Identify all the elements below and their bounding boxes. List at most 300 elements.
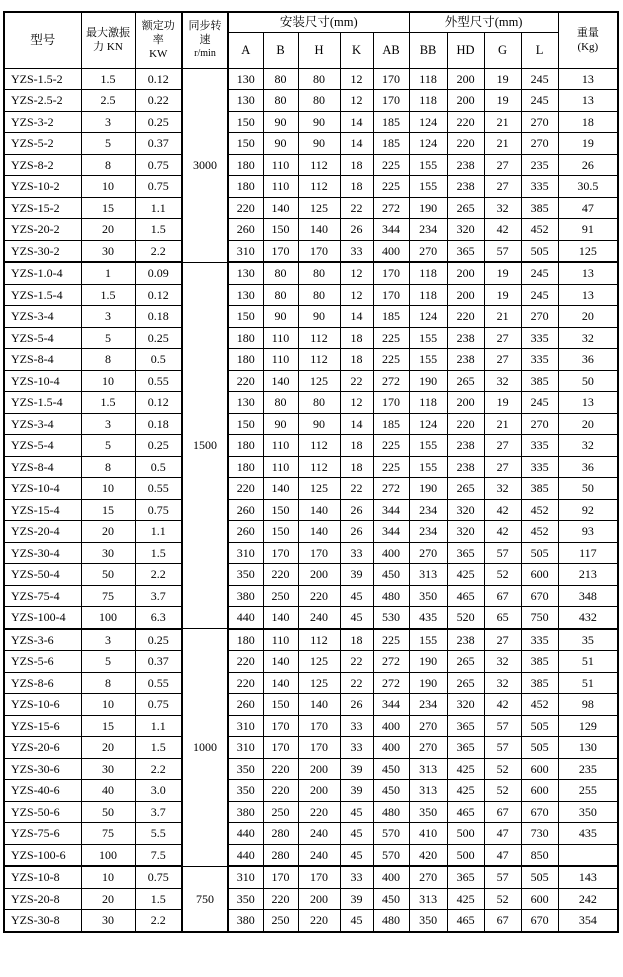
cell-h: 125 — [298, 370, 340, 392]
cell-h: 140 — [298, 219, 340, 241]
cell-l: 245 — [521, 284, 558, 306]
cell-l: 245 — [521, 90, 558, 112]
cell-weight: 125 — [558, 240, 618, 262]
cell-a: 130 — [228, 68, 263, 90]
cell-a: 180 — [228, 176, 263, 198]
table-row — [4, 629, 618, 651]
table-row — [4, 197, 618, 219]
cell-b: 110 — [263, 154, 298, 176]
cell-hd: 500 — [447, 823, 484, 845]
cell-ab: 225 — [373, 176, 409, 198]
cell-max-force: 10 — [81, 866, 135, 888]
cell-g: 67 — [484, 801, 521, 823]
cell-weight: 117 — [558, 542, 618, 564]
table-row — [4, 240, 618, 262]
cell-weight: 13 — [558, 284, 618, 306]
cell-hd: 500 — [447, 844, 484, 866]
cell-power: 0.25 — [135, 111, 182, 133]
cell-bb: 124 — [409, 133, 447, 155]
cell-l: 270 — [521, 413, 558, 435]
cell-k: 18 — [340, 456, 373, 478]
cell-k: 45 — [340, 844, 373, 866]
cell-hd: 265 — [447, 672, 484, 694]
cell-max-force: 3 — [81, 413, 135, 435]
table-row — [4, 154, 618, 176]
cell-b: 250 — [263, 585, 298, 607]
cell-power: 0.5 — [135, 456, 182, 478]
cell-b: 80 — [263, 262, 298, 284]
cell-power: 5.5 — [135, 823, 182, 845]
cell-g: 21 — [484, 306, 521, 328]
table-row — [4, 413, 618, 435]
cell-weight: 432 — [558, 607, 618, 629]
table-row — [4, 672, 618, 694]
cell-weight: 13 — [558, 262, 618, 284]
cell-model: YZS-1.5-4 — [4, 392, 81, 414]
cell-h: 240 — [298, 823, 340, 845]
cell-l: 600 — [521, 780, 558, 802]
cell-g: 27 — [484, 176, 521, 198]
cell-l: 600 — [521, 758, 558, 780]
cell-max-force: 10 — [81, 176, 135, 198]
cell-power: 2.2 — [135, 240, 182, 262]
cell-g: 67 — [484, 910, 521, 932]
cell-bb: 155 — [409, 349, 447, 371]
cell-a: 260 — [228, 219, 263, 241]
cell-l: 452 — [521, 499, 558, 521]
header-speed-line3: r/min — [194, 48, 216, 60]
cell-weight: 19 — [558, 133, 618, 155]
table-row — [4, 888, 618, 910]
cell-h: 170 — [298, 240, 340, 262]
cell-max-force: 30 — [81, 910, 135, 932]
cell-hd: 320 — [447, 499, 484, 521]
table-row — [4, 219, 618, 241]
cell-ab: 272 — [373, 197, 409, 219]
cell-l: 335 — [521, 349, 558, 371]
cell-k: 39 — [340, 780, 373, 802]
cell-weight: 36 — [558, 349, 618, 371]
cell-k: 12 — [340, 90, 373, 112]
cell-a: 380 — [228, 910, 263, 932]
cell-a: 260 — [228, 499, 263, 521]
cell-max-force: 5 — [81, 435, 135, 457]
cell-k: 26 — [340, 219, 373, 241]
cell-g: 27 — [484, 349, 521, 371]
cell-h: 80 — [298, 90, 340, 112]
cell-ab: 480 — [373, 910, 409, 932]
cell-k: 14 — [340, 306, 373, 328]
cell-max-force: 100 — [81, 607, 135, 629]
cell-l: 385 — [521, 370, 558, 392]
cell-model: YZS-8-4 — [4, 456, 81, 478]
cell-ab: 450 — [373, 780, 409, 802]
header-outline-dims — [409, 12, 558, 32]
cell-ab: 170 — [373, 262, 409, 284]
cell-a: 220 — [228, 197, 263, 219]
cell-max-force: 10 — [81, 478, 135, 500]
cell-a: 350 — [228, 758, 263, 780]
cell-weight: 213 — [558, 564, 618, 586]
cell-b: 140 — [263, 478, 298, 500]
cell-l: 670 — [521, 585, 558, 607]
cell-weight: 129 — [558, 715, 618, 737]
cell-hd: 425 — [447, 888, 484, 910]
cell-ab: 185 — [373, 133, 409, 155]
cell-k: 14 — [340, 133, 373, 155]
cell-hd: 320 — [447, 219, 484, 241]
cell-hd: 365 — [447, 737, 484, 759]
header-col-g: G — [484, 32, 521, 68]
cell-weight: 93 — [558, 521, 618, 543]
cell-model: YZS-30-8 — [4, 910, 81, 932]
cell-power: 0.12 — [135, 392, 182, 414]
cell-bb: 313 — [409, 780, 447, 802]
cell-l: 600 — [521, 564, 558, 586]
cell-l: 335 — [521, 435, 558, 457]
cell-b: 110 — [263, 629, 298, 651]
table-row — [4, 542, 618, 564]
cell-h: 200 — [298, 780, 340, 802]
cell-bb: 190 — [409, 672, 447, 694]
cell-model: YZS-5-2 — [4, 133, 81, 155]
cell-l: 235 — [521, 154, 558, 176]
cell-l: 505 — [521, 866, 558, 888]
header-weight — [558, 12, 618, 68]
cell-l: 245 — [521, 68, 558, 90]
cell-bb: 270 — [409, 240, 447, 262]
cell-l: 750 — [521, 607, 558, 629]
cell-hd: 425 — [447, 564, 484, 586]
cell-ab: 344 — [373, 219, 409, 241]
cell-power: 0.5 — [135, 349, 182, 371]
cell-weight: 36 — [558, 456, 618, 478]
cell-k: 45 — [340, 823, 373, 845]
cell-hd: 320 — [447, 521, 484, 543]
cell-power: 2.2 — [135, 758, 182, 780]
cell-hd: 238 — [447, 176, 484, 198]
cell-h: 240 — [298, 844, 340, 866]
cell-k: 45 — [340, 607, 373, 629]
cell-hd: 520 — [447, 607, 484, 629]
cell-weight: 18 — [558, 111, 618, 133]
cell-max-force: 50 — [81, 801, 135, 823]
table-row — [4, 499, 618, 521]
cell-ab: 400 — [373, 542, 409, 564]
cell-hd: 238 — [447, 435, 484, 457]
cell-h: 90 — [298, 111, 340, 133]
cell-a: 220 — [228, 478, 263, 500]
cell-k: 22 — [340, 197, 373, 219]
cell-max-force: 40 — [81, 780, 135, 802]
cell-max-force: 8 — [81, 154, 135, 176]
cell-model: YZS-10-8 — [4, 866, 81, 888]
cell-ab: 185 — [373, 111, 409, 133]
cell-hd: 220 — [447, 413, 484, 435]
header-power-line3: KW — [149, 48, 168, 61]
cell-a: 130 — [228, 392, 263, 414]
cell-a: 130 — [228, 262, 263, 284]
header-speed — [182, 12, 228, 68]
cell-power: 0.18 — [135, 413, 182, 435]
cell-g: 32 — [484, 478, 521, 500]
cell-hd: 265 — [447, 478, 484, 500]
cell-ab: 185 — [373, 413, 409, 435]
cell-hd: 220 — [447, 111, 484, 133]
cell-l: 850 — [521, 844, 558, 866]
cell-l: 385 — [521, 672, 558, 694]
cell-model: YZS-30-2 — [4, 240, 81, 262]
cell-b: 140 — [263, 370, 298, 392]
cell-k: 26 — [340, 499, 373, 521]
cell-k: 33 — [340, 542, 373, 564]
cell-weight: 35 — [558, 629, 618, 651]
cell-ab: 570 — [373, 844, 409, 866]
cell-max-force: 8 — [81, 672, 135, 694]
cell-h: 112 — [298, 456, 340, 478]
cell-power: 3.7 — [135, 801, 182, 823]
cell-k: 14 — [340, 111, 373, 133]
cell-h: 220 — [298, 585, 340, 607]
cell-hd: 238 — [447, 629, 484, 651]
cell-max-force: 50 — [81, 564, 135, 586]
cell-h: 112 — [298, 629, 340, 651]
cell-bb: 118 — [409, 68, 447, 90]
cell-max-force: 1.5 — [81, 284, 135, 306]
cell-h: 112 — [298, 154, 340, 176]
cell-g: 47 — [484, 844, 521, 866]
header-speed-line1: 同步转 — [188, 20, 222, 33]
cell-b: 80 — [263, 90, 298, 112]
cell-power: 1.1 — [135, 521, 182, 543]
cell-l: 270 — [521, 133, 558, 155]
cell-g: 52 — [484, 564, 521, 586]
cell-g: 65 — [484, 607, 521, 629]
cell-b: 280 — [263, 823, 298, 845]
cell-bb: 155 — [409, 456, 447, 478]
cell-g: 32 — [484, 672, 521, 694]
cell-a: 180 — [228, 327, 263, 349]
cell-h: 125 — [298, 478, 340, 500]
cell-l: 270 — [521, 306, 558, 328]
vibration-motor-spec-table — [3, 11, 619, 933]
table-row — [4, 284, 618, 306]
cell-h: 170 — [298, 866, 340, 888]
cell-max-force: 15 — [81, 499, 135, 521]
cell-g: 57 — [484, 542, 521, 564]
table-row — [4, 306, 618, 328]
table-row — [4, 780, 618, 802]
cell-a: 220 — [228, 370, 263, 392]
cell-a: 220 — [228, 672, 263, 694]
cell-ab: 344 — [373, 521, 409, 543]
cell-b: 170 — [263, 240, 298, 262]
cell-bb: 313 — [409, 888, 447, 910]
cell-k: 22 — [340, 478, 373, 500]
cell-a: 260 — [228, 521, 263, 543]
cell-hd: 265 — [447, 197, 484, 219]
cell-a: 310 — [228, 715, 263, 737]
cell-max-force: 15 — [81, 197, 135, 219]
cell-l: 385 — [521, 197, 558, 219]
cell-power: 0.37 — [135, 651, 182, 673]
cell-l: 670 — [521, 801, 558, 823]
cell-k: 33 — [340, 866, 373, 888]
table-row — [4, 90, 618, 112]
cell-weight: 235 — [558, 758, 618, 780]
cell-model: YZS-75-4 — [4, 585, 81, 607]
cell-bb: 190 — [409, 651, 447, 673]
cell-g: 57 — [484, 715, 521, 737]
table-row — [4, 758, 618, 780]
cell-bb: 270 — [409, 715, 447, 737]
cell-g: 19 — [484, 284, 521, 306]
cell-bb: 118 — [409, 90, 447, 112]
cell-model: YZS-10-4 — [4, 370, 81, 392]
cell-max-force: 5 — [81, 133, 135, 155]
cell-k: 12 — [340, 68, 373, 90]
cell-h: 80 — [298, 392, 340, 414]
cell-k: 45 — [340, 801, 373, 823]
cell-h: 220 — [298, 910, 340, 932]
cell-model: YZS-20-6 — [4, 737, 81, 759]
table-row — [4, 435, 618, 457]
cell-model: YZS-1.5-2 — [4, 68, 81, 90]
header-outline-dims-label: 外型尺寸(mm) — [444, 15, 523, 30]
cell-ab: 400 — [373, 737, 409, 759]
cell-weight: 50 — [558, 370, 618, 392]
cell-bb: 124 — [409, 413, 447, 435]
cell-l: 505 — [521, 715, 558, 737]
cell-power: 1.5 — [135, 737, 182, 759]
cell-ab: 344 — [373, 694, 409, 716]
cell-k: 12 — [340, 284, 373, 306]
cell-l: 452 — [521, 219, 558, 241]
header-power-line1: 额定功 — [141, 20, 175, 33]
cell-model: YZS-3-6 — [4, 629, 81, 651]
header-col-l: L — [521, 32, 558, 68]
cell-model: YZS-3-4 — [4, 306, 81, 328]
cell-a: 260 — [228, 694, 263, 716]
table-row — [4, 737, 618, 759]
header-power-line2: 率 — [152, 34, 164, 47]
cell-l: 245 — [521, 262, 558, 284]
cell-g: 57 — [484, 866, 521, 888]
header-max-force — [81, 12, 135, 68]
cell-model: YZS-50-6 — [4, 801, 81, 823]
table-row — [4, 585, 618, 607]
cell-b: 140 — [263, 197, 298, 219]
cell-weight: 13 — [558, 392, 618, 414]
cell-ab: 225 — [373, 629, 409, 651]
cell-bb: 234 — [409, 521, 447, 543]
cell-g: 19 — [484, 392, 521, 414]
cell-max-force: 1.5 — [81, 392, 135, 414]
cell-hd: 220 — [447, 306, 484, 328]
cell-b: 90 — [263, 306, 298, 328]
cell-a: 150 — [228, 133, 263, 155]
header-col-b: B — [263, 32, 298, 68]
cell-ab: 272 — [373, 651, 409, 673]
cell-power: 3.7 — [135, 585, 182, 607]
cell-g: 52 — [484, 888, 521, 910]
cell-power: 0.55 — [135, 370, 182, 392]
cell-k: 18 — [340, 435, 373, 457]
cell-model: YZS-50-4 — [4, 564, 81, 586]
cell-weight: 242 — [558, 888, 618, 910]
cell-model: YZS-5-6 — [4, 651, 81, 673]
cell-g: 32 — [484, 651, 521, 673]
cell-power: 0.18 — [135, 306, 182, 328]
table-row — [4, 327, 618, 349]
cell-l: 452 — [521, 694, 558, 716]
cell-ab: 450 — [373, 888, 409, 910]
cell-power: 0.25 — [135, 435, 182, 457]
table-row — [4, 715, 618, 737]
cell-hd: 425 — [447, 780, 484, 802]
cell-power: 3.0 — [135, 780, 182, 802]
cell-h: 140 — [298, 694, 340, 716]
table-row — [4, 607, 618, 629]
table-row — [4, 651, 618, 673]
cell-ab: 225 — [373, 456, 409, 478]
cell-b: 220 — [263, 780, 298, 802]
cell-max-force: 2.5 — [81, 90, 135, 112]
cell-h: 220 — [298, 801, 340, 823]
cell-h: 125 — [298, 651, 340, 673]
cell-a: 310 — [228, 866, 263, 888]
cell-max-force: 75 — [81, 585, 135, 607]
cell-ab: 450 — [373, 758, 409, 780]
cell-weight: 26 — [558, 154, 618, 176]
cell-max-force: 15 — [81, 715, 135, 737]
cell-hd: 238 — [447, 154, 484, 176]
cell-model: YZS-75-6 — [4, 823, 81, 845]
cell-h: 112 — [298, 327, 340, 349]
cell-model: YZS-8-6 — [4, 672, 81, 694]
cell-hd: 200 — [447, 392, 484, 414]
cell-hd: 365 — [447, 715, 484, 737]
cell-h: 125 — [298, 672, 340, 694]
cell-weight: 350 — [558, 801, 618, 823]
cell-model: YZS-15-6 — [4, 715, 81, 737]
cell-ab: 570 — [373, 823, 409, 845]
table-row — [4, 262, 618, 284]
cell-bb: 124 — [409, 111, 447, 133]
cell-weight: 92 — [558, 499, 618, 521]
cell-h: 170 — [298, 542, 340, 564]
cell-weight: 13 — [558, 90, 618, 112]
cell-weight: 348 — [558, 585, 618, 607]
cell-a: 220 — [228, 651, 263, 673]
cell-g: 19 — [484, 68, 521, 90]
cell-b: 80 — [263, 284, 298, 306]
cell-g: 42 — [484, 694, 521, 716]
cell-max-force: 5 — [81, 327, 135, 349]
cell-speed: 1500 — [182, 262, 228, 629]
cell-g: 21 — [484, 133, 521, 155]
header-col-ab: AB — [373, 32, 409, 68]
cell-g: 19 — [484, 90, 521, 112]
cell-power: 0.75 — [135, 154, 182, 176]
header-weight-line1: 重量 — [576, 27, 599, 40]
cell-bb: 270 — [409, 542, 447, 564]
cell-k: 18 — [340, 154, 373, 176]
header-install-dims — [228, 12, 409, 32]
cell-a: 350 — [228, 888, 263, 910]
cell-max-force: 20 — [81, 737, 135, 759]
cell-g: 32 — [484, 370, 521, 392]
